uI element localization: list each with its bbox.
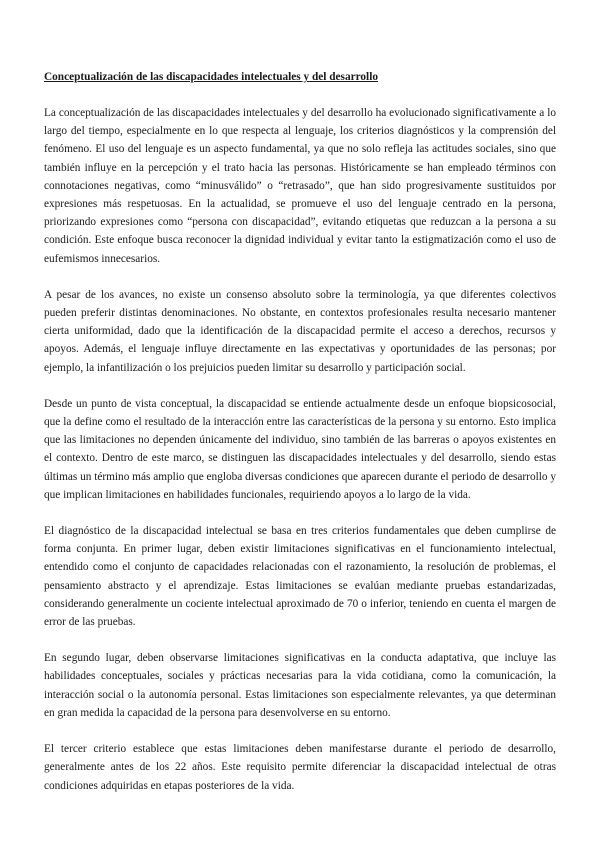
paragraph-diagnosis: El diagnóstico de la discapacidad intelectual se basa en tres criterios fundamentales que deben cumplirse de forma conjunta. En primer lugar, deben existir limitaciones significativas en el funcionamiento intelectual, entendido como el conjunto de capacidades relacionadas con el razonamiento, la resolución de problemas, el pensamiento abstracto y el aprendizaje. Estas limitaciones se evalúan mediante pruebas estandarizadas, considerando generalmente un cociente intelectual aproximado de 70 o inferior, teniendo en cuenta el margen de error de las pruebas.	[44, 525, 556, 629]
document-title: Conceptualización de las discapacidades intelectuales y del desarrollo	[44, 71, 378, 83]
paragraph-developmental-period: El tercer criterio establece que estas limitaciones deben manifestarse durante el periodo de desarrollo, generalmente antes de los 22 años. Este requisito permite diferenciar la discapacidad intelectual de otras condiciones adquiridas en etapas posteriores de la vida.	[44, 743, 556, 792]
paragraph-language: La conceptualización de las discapacidades intelectuales y del desarrollo ha evolucionado significativamente a lo largo del tiempo, especialmente en lo que respecta al lenguaje, los criterios diagnósticos y la comprensión del fenómeno. El uso del lenguaje es un aspecto fundamental, ya que no solo refleja las actitudes sociales, sino que también influye en la percepción y el trato hacia las personas. Históricamente se han empleado términos con connotaciones negativas, como “minusválido” o “retrasado”, que han sido progresivamente sustituidos por expresiones más respetuosas. En la actualidad, se promueve el uso del lenguaje centrado en la persona, priorizando expresiones como “persona con discapacidad”, evitando etiquetas que reduzcan a la persona a su condición. Este enfoque busca reconocer la dignidad individual y evitar tanto la estigmatización como el uso de eufemismos innecesarios.	[44, 107, 556, 265]
paragraph-adaptive-behavior: En segundo lugar, deben observarse limitaciones significativas en la conducta adaptativa, que incluye las habilidades conceptuales, sociales y prácticas necesarias para la vida cotidiana, como la comunicación, la interacción social o la autonomía personal. Estas limitaciones son especialmente relevantes, ya que determinan en gran medida la capacidad de la persona para desenvolverse en su entorno.	[44, 652, 556, 719]
paragraph-terminology: A pesar de los avances, no existe un consenso absoluto sobre la terminología, ya que diferentes colectivos pueden preferir distintas denominaciones. No obstante, en contextos profesionales resulta necesario mantener cierta uniformidad, dado que la identificación de la discapacidad permite el acceso a derechos, recursos y apoyos. Además, el lenguaje influye directamente en las expectativas y oportunidades de las personas; por ejemplo, la infantilización o los prejuicios pueden limitar su desarrollo y participación social.	[44, 288, 556, 374]
paragraph-biopsychosocial: Desde un punto de vista conceptual, la discapacidad se entiende actualmente desde un enfoque biopsicosocial, que la define como el resultado de la interacción entre las características de la persona y su entorno. Esto implica que las limitaciones no dependen únicamente del individuo, sino también de las barreras o apoyos existentes en el contexto. Dentro de este marco, se distinguen las discapacidades intelectuales y del desarrollo, siendo estas últimas un término más amplio que engloba diversas condiciones que aparecen durante el periodo de desarrollo y que implican limitaciones en habilidades funcionales, requiriendo apoyos a lo largo de la vida.	[44, 397, 556, 501]
